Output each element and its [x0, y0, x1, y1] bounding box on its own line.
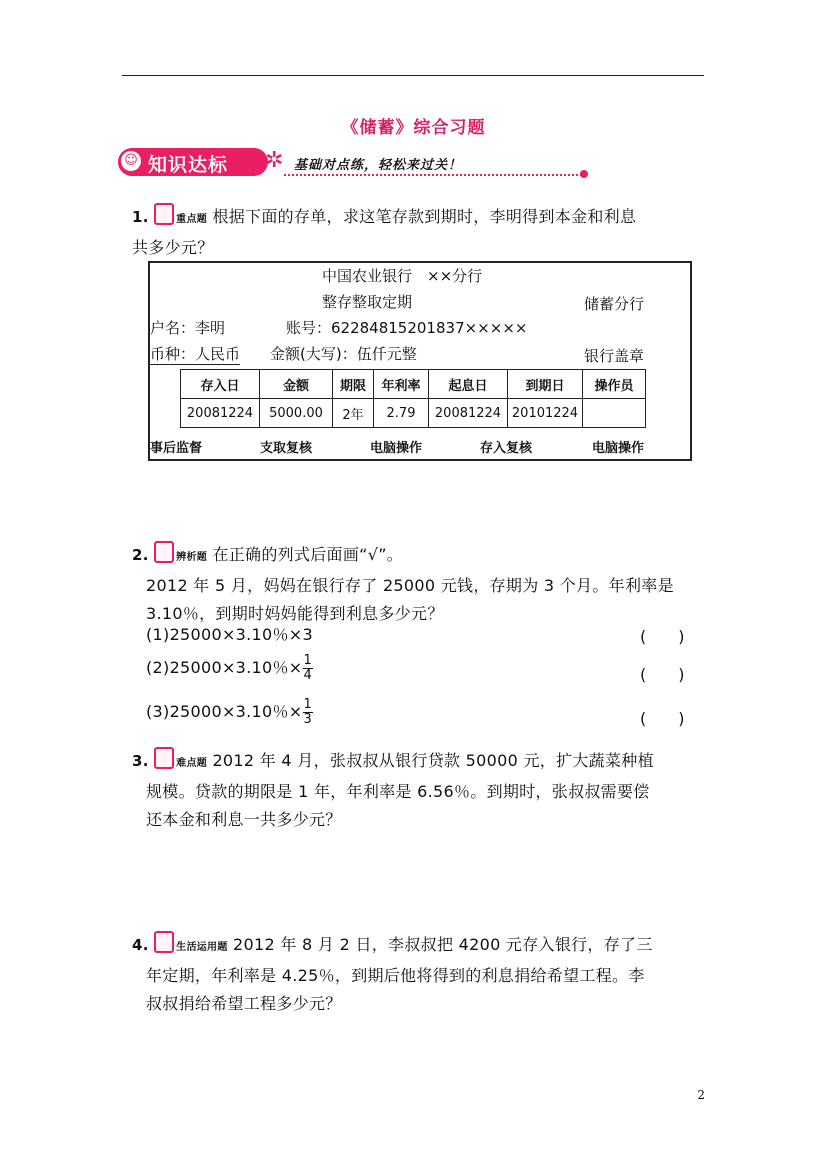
question-text: 年定期，年利率是 4.25％，到期后他将得到的利息捐给希望工程。李 — [146, 966, 645, 985]
table-cell: 年利率 — [374, 370, 429, 399]
table-cell: 金额 — [260, 370, 333, 399]
question-3 — [132, 747, 702, 834]
question-2 — [132, 541, 702, 628]
table-cell: 到期日 — [508, 370, 583, 399]
answer-blank[interactable]: ( ) — [640, 627, 685, 646]
question-number: 3. — [132, 752, 149, 770]
table-cell: 5000.00 — [260, 399, 333, 428]
question-tag: 难点题 — [176, 758, 208, 769]
star-icon: ✲ — [265, 148, 284, 173]
banner-subtitle: 基础对点练，轻松来过关！ — [294, 158, 463, 173]
answer-blank[interactable]: ( ) — [640, 665, 685, 684]
option-2 — [146, 654, 313, 683]
slip-bank: 中国农业银行 ××分行 — [322, 267, 483, 285]
table-row — [181, 399, 646, 428]
table-cell: 20081224 — [181, 399, 260, 428]
page-number: 2 — [697, 1088, 705, 1102]
question-text: 还本金和利息一共多少元？ — [146, 810, 342, 829]
question-tag: 生活运用题 — [176, 942, 228, 953]
option-3 — [146, 698, 313, 727]
table-cell: 20101224 — [508, 399, 583, 428]
slip-branch: 储蓄分行 — [584, 295, 645, 313]
denominator: 3 — [303, 712, 313, 727]
page-title: 《储蓄》综合习题 — [341, 118, 486, 138]
question-text: 叔叔捐给希望工程多少元？ — [146, 994, 342, 1013]
slip-footer: 存入复核 — [480, 441, 533, 456]
glasses-icon — [154, 541, 174, 563]
banner-label: 知识达标 — [148, 154, 229, 176]
slip-currency: 币种：人民币 — [150, 345, 241, 363]
fraction — [303, 654, 314, 683]
question-tag: 辨析题 — [176, 552, 208, 563]
table-cell: 2年 — [333, 399, 374, 428]
question-1 — [132, 203, 702, 262]
option-1: (1)25000×3.10％×3 — [146, 625, 313, 644]
section-banner — [118, 148, 590, 182]
question-text: 在正确的列式后面画“√”。 — [212, 545, 404, 564]
question-number: 4. — [132, 936, 149, 954]
question-text: 2012 年 8 月 2 日，李叔叔把 4200 元存入银行，存了三 — [233, 935, 653, 954]
slip-footer: 电脑操作 — [370, 441, 423, 456]
question-number: 1. — [132, 208, 149, 226]
smile-icon: ☺ — [121, 151, 141, 171]
question-number: 2. — [132, 546, 149, 564]
fraction — [303, 698, 314, 727]
table-header-row — [181, 370, 646, 399]
slip-account: 账号：62284815201837××××× — [286, 319, 528, 337]
slip-footer: 事后监督 — [150, 441, 203, 456]
table-cell — [583, 399, 646, 428]
denominator: 4 — [303, 668, 313, 683]
banner-end-dot — [580, 170, 588, 178]
question-text: 2012 年 4 月，张叔叔从银行贷款 50000 元，扩大蔬菜种植 — [212, 751, 654, 770]
question-text: 共多少元？ — [132, 238, 214, 257]
slip-seal: 银行盖章 — [584, 347, 645, 365]
option-text: (3)25000×3.10％× — [146, 702, 303, 721]
table-cell: 2.79 — [374, 399, 429, 428]
slip-amount: 金额(大写)：伍仟元整 — [270, 345, 417, 363]
bookmark-icon — [154, 203, 174, 225]
slip-footer: 支取复核 — [260, 441, 313, 456]
question-text: 规模。贷款的期限是 1 年，年利率是 6.56％。到期时，张叔叔需要偿 — [146, 782, 650, 801]
slip-type: 整存整取定期 — [322, 293, 413, 311]
banner-dotted-line — [284, 174, 582, 176]
numerator: 1 — [303, 697, 313, 712]
face-icon — [154, 747, 174, 769]
question-body: 3.10％，到期时妈妈能得到利息多少元？ — [146, 604, 444, 623]
answer-blank[interactable]: ( ) — [640, 709, 685, 728]
top-rule — [122, 75, 704, 76]
table-cell: 期限 — [333, 370, 374, 399]
table-cell: 20081224 — [429, 399, 508, 428]
person-icon — [154, 931, 174, 953]
banner-pill — [118, 148, 268, 176]
option-text: (2)25000×3.10％× — [146, 658, 303, 677]
question-text: 根据下面的存单，求这笔存款到期时，李明得到本金和利息 — [212, 207, 637, 226]
slip-table — [180, 369, 646, 428]
question-4 — [132, 931, 702, 1018]
question-body: 2012 年 5 月，妈妈在银行存了 25000 元钱，存期为 3 个月。年利率是 — [146, 576, 674, 595]
table-cell: 操作员 — [583, 370, 646, 399]
numerator: 1 — [303, 653, 313, 668]
table-cell: 存入日 — [181, 370, 260, 399]
table-cell: 起息日 — [429, 370, 508, 399]
question-tag: 重点题 — [176, 214, 208, 225]
slip-name: 户名：李明 — [150, 319, 226, 337]
slip-footer: 电脑操作 — [592, 441, 645, 456]
deposit-slip — [148, 261, 692, 461]
